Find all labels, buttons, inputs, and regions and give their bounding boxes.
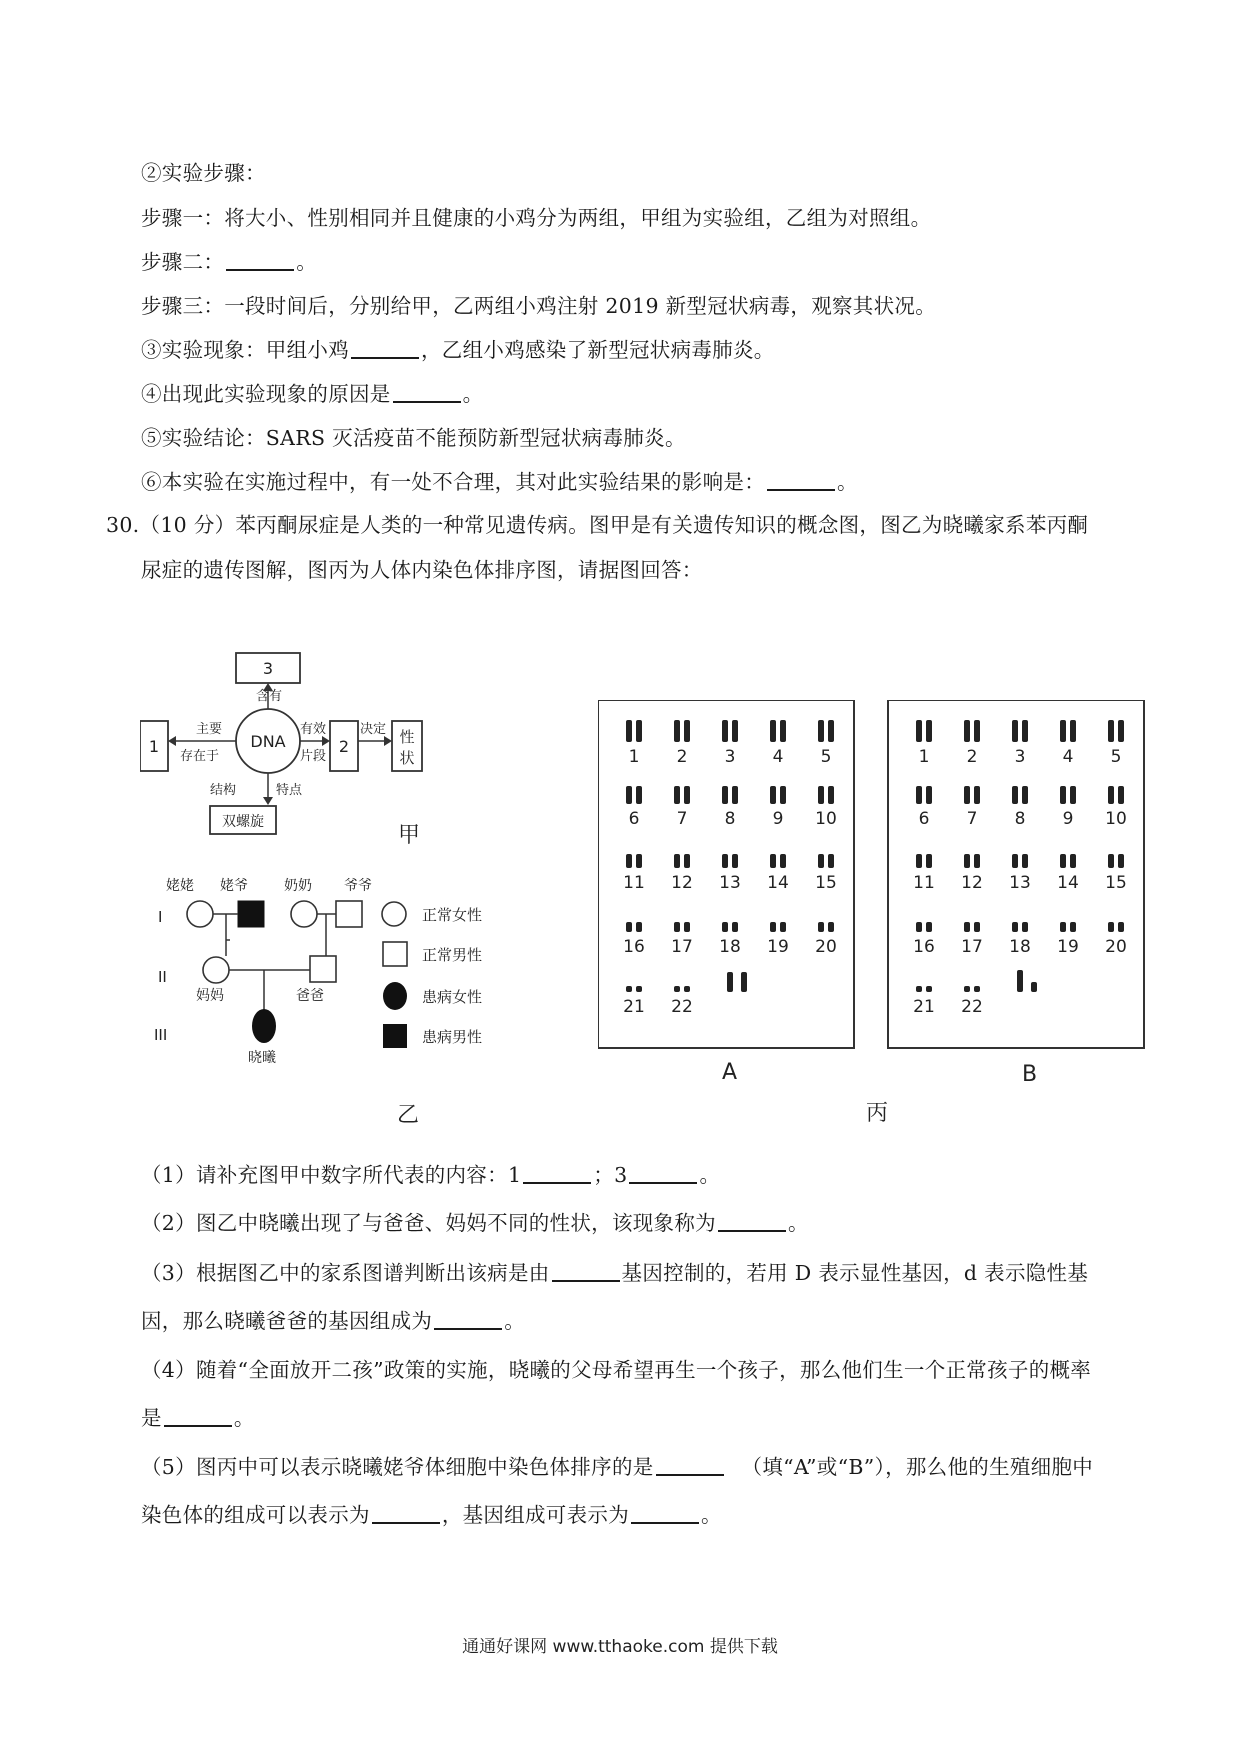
label-structure: 结构	[210, 783, 237, 798]
answer-blank[interactable]	[372, 1500, 440, 1524]
chromosome-number: 1	[918, 747, 930, 767]
label-exists-in: 存在于	[180, 749, 220, 764]
label-segment: 片段	[300, 749, 327, 764]
chromosome-glyph	[1118, 720, 1124, 742]
chromosome-glyph	[674, 854, 680, 868]
mother-symbol	[203, 957, 229, 983]
experiment-step-1: 步骤一：将大小、性别相同并且健康的小鸡分为两组，甲组为实验组，乙组为对照组。	[141, 206, 932, 230]
chromosome-number: 14	[767, 873, 789, 893]
chromosome-glyph	[770, 786, 776, 804]
karyotype-figure	[598, 700, 1158, 1060]
sex-chromosome-glyph	[1017, 970, 1023, 992]
legend-affected-male-symbol	[383, 1024, 407, 1048]
chromosome-number: 4	[1062, 747, 1074, 767]
sex-chromosome-glyph	[741, 972, 747, 992]
figure-bing-label: 丙	[866, 1101, 889, 1126]
experiment-conclusion: ⑤实验结论：SARS 灭活疫苗不能预防新型冠状病毒肺炎。	[141, 426, 686, 450]
chromosome-glyph	[1022, 786, 1028, 804]
chromosome-glyph	[964, 720, 970, 742]
chromosome-number: 17	[671, 937, 693, 957]
chromosome-glyph	[674, 786, 680, 804]
label-feature: 特点	[276, 783, 303, 798]
chromosome-glyph	[722, 854, 728, 868]
chromosome-glyph	[684, 986, 690, 992]
grandma-paternal-symbol	[291, 901, 317, 927]
grandma-paternal-name: 奶奶	[284, 878, 312, 894]
chromosome-glyph	[1060, 922, 1066, 932]
chromosome-glyph	[780, 854, 786, 868]
chromosome-glyph	[916, 786, 922, 804]
child-name: 晓曦	[248, 1050, 276, 1066]
father-symbol	[310, 956, 336, 982]
chromosome-number: 5	[820, 747, 832, 767]
chromosome-number: 3	[1014, 747, 1026, 767]
experiment-steps-heading: ②实验步骤：	[141, 161, 266, 185]
chromosome-glyph	[1060, 720, 1066, 742]
experiment-step-3: 步骤三：一段时间后，分别给甲，乙两组小鸡注射 2019 新型冠状病毒，观察其状况。	[141, 294, 937, 318]
chromosome-glyph	[1070, 720, 1076, 742]
chromosome-glyph	[626, 720, 632, 742]
chromosome-glyph	[626, 854, 632, 868]
chromosome-number: 16	[913, 937, 935, 957]
pedigree-figure	[140, 870, 520, 1080]
page-footer: 通通好课网 www.tthaoke.com 提供下载	[462, 1637, 778, 1657]
answer-blank[interactable]	[552, 1258, 620, 1282]
chromosome-number: 11	[913, 873, 935, 893]
chromosome-glyph	[732, 854, 738, 868]
legend-affected-female-symbol	[383, 982, 407, 1010]
chromosome-number: 21	[623, 997, 645, 1017]
chromosome-glyph	[770, 922, 776, 932]
chromosome-glyph	[732, 786, 738, 804]
chromosome-glyph	[722, 922, 728, 932]
chromosome-number: 4	[772, 747, 784, 767]
chromosome-glyph	[1118, 786, 1124, 804]
chromosome-glyph	[1012, 854, 1018, 868]
chromosome-number: 7	[966, 809, 978, 829]
trait-label-1: 性	[399, 728, 415, 746]
chromosome-glyph	[1108, 720, 1114, 742]
chromosome-number: 21	[913, 997, 935, 1017]
chromosome-number: 22	[961, 997, 983, 1017]
chromosome-glyph	[926, 720, 932, 742]
label-contains: 含有	[256, 689, 283, 704]
chromosome-glyph	[780, 786, 786, 804]
mother-name: 妈妈	[196, 988, 224, 1004]
figure-jia-label: 甲	[398, 823, 421, 848]
legend-normal-female-symbol	[382, 902, 406, 926]
chromosome-glyph	[780, 922, 786, 932]
chromosome-glyph	[770, 854, 776, 868]
chromosome-glyph	[732, 922, 738, 932]
grandpa-paternal-symbol	[336, 901, 362, 927]
chromosome-glyph	[684, 922, 690, 932]
chromosome-glyph	[636, 786, 642, 804]
chromosome-number: 17	[961, 937, 983, 957]
label-effective: 有效	[300, 722, 327, 737]
generation-2-label: II	[158, 968, 167, 986]
answer-blank[interactable]	[767, 467, 835, 491]
chromosome-number: 16	[623, 937, 645, 957]
chromosome-glyph	[732, 720, 738, 742]
chromosome-glyph	[770, 720, 776, 742]
answer-blank[interactable]	[629, 1160, 697, 1184]
chromosome-number: 10	[1105, 809, 1127, 829]
generation-1-label: I	[158, 908, 163, 926]
karyotype-b-label: B	[1022, 1062, 1038, 1087]
chromosome-glyph	[828, 854, 834, 868]
chromosome-glyph	[818, 720, 824, 742]
chromosome-glyph	[684, 786, 690, 804]
child-symbol	[252, 1009, 276, 1043]
chromosome-glyph	[636, 854, 642, 868]
question-30-intro-line2: 尿症的遗传图解，图丙为人体内染色体排序图，请据图回答：	[141, 558, 703, 582]
chromosome-number: 18	[1009, 937, 1031, 957]
grandma-maternal-symbol	[187, 901, 213, 927]
chromosome-number: 7	[676, 809, 688, 829]
chromosome-glyph	[1060, 786, 1066, 804]
karyotype-panel-a	[598, 700, 854, 1048]
chromosome-number: 12	[671, 873, 693, 893]
grandpa-maternal-name: 姥爷	[220, 878, 248, 894]
chromosome-glyph	[684, 720, 690, 742]
answer-blank[interactable]	[393, 379, 461, 403]
chromosome-glyph	[780, 720, 786, 742]
chromosome-number: 6	[918, 809, 930, 829]
chromosome-number: 1	[628, 747, 640, 767]
chromosome-glyph	[916, 720, 922, 742]
legend-normal-male: 正常男性	[422, 946, 483, 964]
question-30-intro: 30.（10 分）苯丙酮尿症是人类的一种常见遗传病。图甲是有关遗传知识的概念图，图乙为晓曦家系苯丙酮	[106, 513, 1089, 537]
chromosome-glyph	[818, 786, 824, 804]
chromosome-glyph	[1012, 786, 1018, 804]
chromosome-glyph	[1118, 854, 1124, 868]
karyotype-panel-b	[888, 700, 1144, 1048]
chromosome-number: 8	[724, 809, 736, 829]
generation-3-label: III	[154, 1026, 168, 1044]
chromosome-glyph	[1022, 720, 1028, 742]
chromosome-glyph	[1108, 786, 1114, 804]
chromosome-glyph	[964, 854, 970, 868]
chromosome-glyph	[916, 986, 922, 992]
chromosome-glyph	[636, 720, 642, 742]
chromosome-number: 19	[767, 937, 789, 957]
chromosome-number: 10	[815, 809, 837, 829]
chromosome-glyph	[1022, 922, 1028, 932]
chromosome-number: 5	[1110, 747, 1122, 767]
chromosome-number: 19	[1057, 937, 1079, 957]
chromosome-number: 9	[1062, 809, 1074, 829]
chromosome-number: 20	[1105, 937, 1127, 957]
chromosome-glyph	[1060, 854, 1066, 868]
chromosome-glyph	[828, 786, 834, 804]
chromosome-number: 15	[815, 873, 837, 893]
chromosome-glyph	[964, 986, 970, 992]
question-30-3: （3）根据图乙中的家系图谱判断出该病是由 基因控制的，若用 D 表示显性基因，d 表示隐性基	[141, 1258, 1088, 1288]
answer-blank[interactable]	[718, 1208, 786, 1232]
answer-blank[interactable]	[164, 1403, 232, 1427]
answer-blank[interactable]	[656, 1452, 724, 1476]
chromosome-number: 18	[719, 937, 741, 957]
chromosome-glyph	[636, 986, 642, 992]
experiment-phenomenon: ③实验现象：甲组小鸡 ，乙组小鸡感染了新型冠状病毒肺炎。	[141, 335, 775, 365]
chromosome-number: 22	[671, 997, 693, 1017]
chromosome-glyph	[626, 922, 632, 932]
chromosome-number: 3	[724, 747, 736, 767]
chromosome-glyph	[1070, 854, 1076, 868]
chromosome-glyph	[828, 922, 834, 932]
chromosome-glyph	[828, 720, 834, 742]
chromosome-glyph	[974, 986, 980, 992]
question-30-2: （2）图乙中晓曦出现了与爸爸、妈妈不同的性状，该现象称为 。	[141, 1208, 809, 1238]
chromosome-glyph	[626, 986, 632, 992]
grandpa-paternal-name: 爷爷	[344, 878, 372, 894]
chromosome-glyph	[974, 720, 980, 742]
chromosome-glyph	[1108, 922, 1114, 932]
chromosome-glyph	[1012, 922, 1018, 932]
answer-blank[interactable]	[523, 1160, 591, 1184]
double-helix-label: 双螺旋	[222, 814, 264, 830]
concept-map-figure	[140, 645, 480, 875]
figure-yi-label: 乙	[397, 1103, 420, 1128]
legend-affected-female: 患病女性	[422, 988, 483, 1006]
chromosome-glyph	[974, 922, 980, 932]
label-decides: 决定	[360, 722, 387, 737]
chromosome-glyph	[926, 986, 932, 992]
chromosome-glyph	[1012, 720, 1018, 742]
legend-normal-female: 正常女性	[422, 906, 483, 924]
chromosome-number: 2	[966, 747, 978, 767]
sex-chromosome-glyph	[727, 972, 733, 992]
chromosome-number: 12	[961, 873, 983, 893]
concept-box-1-label: 1	[148, 737, 160, 756]
chromosome-number: 15	[1105, 873, 1127, 893]
chromosome-glyph	[636, 922, 642, 932]
chromosome-number: 14	[1057, 873, 1079, 893]
answer-blank[interactable]	[631, 1500, 699, 1524]
chromosome-glyph	[974, 786, 980, 804]
legend-affected-male: 患病男性	[422, 1028, 483, 1046]
chromosome-glyph	[964, 786, 970, 804]
chromosome-glyph	[1070, 786, 1076, 804]
chromosome-number: 13	[719, 873, 741, 893]
chromosome-glyph	[722, 720, 728, 742]
chromosome-glyph	[722, 786, 728, 804]
chromosome-glyph	[626, 786, 632, 804]
chromosome-number: 8	[1014, 809, 1026, 829]
chromosome-number: 2	[676, 747, 688, 767]
chromosome-glyph	[674, 922, 680, 932]
chromosome-glyph	[926, 854, 932, 868]
concept-box-3-label: 3	[262, 659, 274, 678]
chromosome-number: 20	[815, 937, 837, 957]
question-30-5: （5）图丙中可以表示晓曦姥爷体细胞中染色体排序的是 （填“A”或“B”），那么他的生殖细胞中	[141, 1452, 1093, 1482]
experiment-reason: ④出现此实验现象的原因是 。	[141, 379, 483, 409]
chromosome-glyph	[916, 922, 922, 932]
question-30-4-line2: 是 。	[141, 1403, 255, 1433]
chromosome-glyph	[916, 854, 922, 868]
sex-chromosome-glyph	[1031, 982, 1037, 992]
chromosome-glyph	[964, 922, 970, 932]
answer-blank[interactable]	[434, 1306, 502, 1330]
chromosome-number: 13	[1009, 873, 1031, 893]
trait-label-2: 状	[399, 749, 415, 767]
karyotype-a-label: A	[722, 1060, 738, 1085]
chromosome-number: 11	[623, 873, 645, 893]
concept-box-2-label: 2	[338, 737, 350, 756]
chromosome-glyph	[1070, 922, 1076, 932]
question-30-3-line2: 因，那么晓曦爸爸的基因组成为 。	[141, 1306, 525, 1336]
experiment-step-2: 步骤二： 。	[141, 247, 317, 277]
label-main: 主要	[196, 722, 223, 737]
chromosome-glyph	[818, 854, 824, 868]
question-30-5-line2: 染色体的组成可以表示为 ，基因组成可表示为 。	[141, 1500, 722, 1530]
question-30-4: （4）随着“全面放开二孩”政策的实施，晓曦的父母希望再生一个孩子，那么他们生一个正常孩子的概率	[141, 1358, 1092, 1382]
chromosome-glyph	[684, 854, 690, 868]
father-name: 爸爸	[296, 988, 324, 1004]
answer-blank[interactable]	[226, 247, 294, 271]
chromosome-glyph	[674, 720, 680, 742]
chromosome-glyph	[1118, 922, 1124, 932]
grandma-maternal-name: 姥姥	[166, 878, 194, 894]
experiment-flaw: ⑥本实验在实施过程中，有一处不合理，其对此实验结果的影响是： 。	[141, 467, 858, 497]
answer-blank[interactable]	[351, 335, 419, 359]
chromosome-glyph	[1022, 854, 1028, 868]
question-30-1: （1）请补充图甲中数字所代表的内容：1 ；3 。	[141, 1160, 720, 1190]
chromosome-number: 6	[628, 809, 640, 829]
grandpa-maternal-symbol	[238, 901, 264, 927]
chromosome-glyph	[818, 922, 824, 932]
chromosome-glyph	[674, 986, 680, 992]
legend-normal-male-symbol	[383, 942, 407, 966]
dna-label: DNA	[250, 732, 286, 751]
chromosome-glyph	[926, 786, 932, 804]
chromosome-glyph	[1108, 854, 1114, 868]
chromosome-number: 9	[772, 809, 784, 829]
chromosome-glyph	[974, 854, 980, 868]
chromosome-glyph	[926, 922, 932, 932]
